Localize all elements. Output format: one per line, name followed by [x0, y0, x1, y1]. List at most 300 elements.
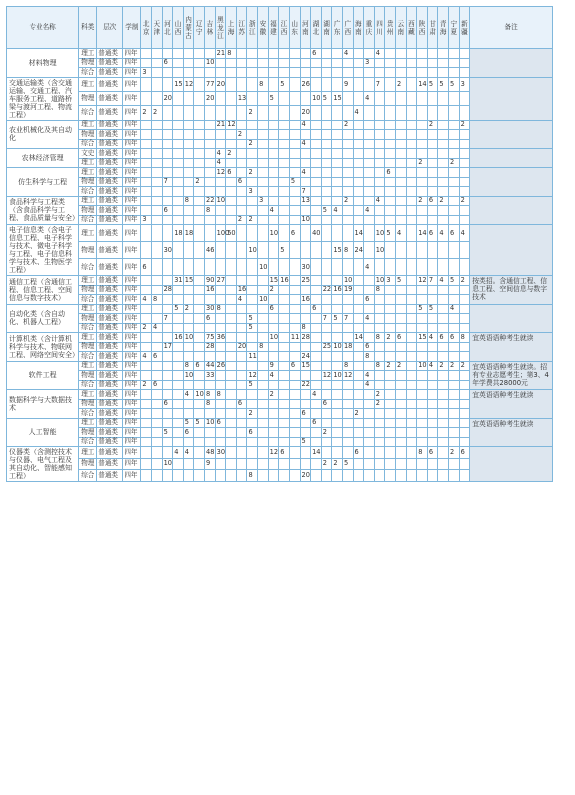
quota-cell	[151, 215, 162, 225]
quota-cell	[385, 428, 396, 438]
quota-cell	[268, 158, 279, 168]
quota-cell	[342, 139, 353, 149]
quota-cell	[342, 206, 353, 216]
quota-cell	[205, 215, 216, 225]
quota-cell	[183, 409, 194, 419]
quota-cell	[289, 77, 300, 91]
note-cell	[470, 77, 553, 120]
quota-cell	[417, 149, 428, 159]
quota-cell	[449, 187, 460, 197]
quota-cell: 10	[301, 215, 310, 224]
quota-cell	[427, 295, 438, 305]
quota-cell	[321, 139, 332, 149]
quota-cell	[311, 314, 322, 324]
quota-cell	[374, 418, 385, 428]
quota-cell: 4	[141, 295, 152, 305]
quota-cell	[385, 106, 396, 120]
quota-cell	[289, 314, 300, 324]
quota-cell: 5	[427, 304, 438, 314]
quota-cell: 25	[322, 342, 332, 351]
quota-cell	[342, 418, 353, 428]
quota-cell	[300, 428, 311, 438]
major-name: 农业机械化及其自动化	[7, 120, 79, 149]
duration-cell: 四年	[123, 149, 141, 159]
quota-cell	[311, 139, 322, 149]
quota-cell	[194, 409, 205, 419]
quota-cell	[268, 323, 279, 333]
quota-cell	[162, 470, 173, 482]
quota-cell	[342, 225, 353, 242]
quota-cell: 28	[301, 332, 310, 341]
quota-cell	[449, 49, 460, 59]
quota-cell	[141, 130, 152, 140]
quota-cell	[289, 130, 300, 140]
quota-cell: 2	[342, 196, 353, 206]
quota-cell	[449, 285, 460, 295]
quota-cell	[194, 470, 205, 482]
quota-cell	[342, 437, 353, 447]
quota-cell	[332, 323, 343, 333]
quota-cell	[173, 196, 184, 206]
quota-cell: 10	[343, 275, 353, 284]
quota-cell	[427, 91, 438, 105]
quota-cell	[332, 399, 343, 409]
quota-cell	[374, 168, 385, 178]
quota-cell: 5	[385, 225, 396, 242]
duration-cell: 四年	[123, 168, 141, 178]
quota-cell	[406, 225, 417, 242]
quota-cell	[406, 106, 417, 120]
duration-cell: 四年	[123, 390, 141, 400]
quota-cell	[395, 323, 406, 333]
quota-cell	[353, 187, 364, 197]
quota-cell: 2	[353, 409, 364, 419]
quota-cell	[332, 215, 343, 225]
quota-cell	[141, 314, 152, 324]
quota-cell	[236, 139, 247, 149]
quota-cell	[427, 139, 438, 149]
quota-cell	[385, 342, 396, 352]
duration-cell: 四年	[123, 91, 141, 105]
header-province: 广东	[332, 7, 343, 49]
level-cell: 普通类	[97, 242, 123, 259]
quota-cell	[162, 371, 173, 381]
subject-cell: 综合	[79, 68, 97, 78]
quota-cell: 2	[151, 106, 162, 120]
note-cell: 宜英语语种考生就读	[470, 418, 553, 447]
quota-cell	[438, 458, 449, 470]
quota-cell	[279, 418, 290, 428]
quota-cell	[300, 68, 311, 78]
quota-cell	[205, 380, 216, 390]
quota-cell	[427, 428, 438, 438]
header-province: 湖南	[321, 7, 332, 49]
quota-cell	[215, 470, 226, 482]
quota-cell	[173, 399, 184, 409]
level-cell: 普通类	[97, 437, 123, 447]
quota-cell	[205, 49, 216, 59]
quota-cell	[374, 58, 385, 68]
quota-cell	[205, 149, 216, 159]
quota-cell	[449, 342, 460, 352]
quota-cell	[438, 242, 449, 259]
quota-cell	[406, 58, 417, 68]
quota-cell	[215, 371, 226, 381]
quota-cell: 4	[364, 314, 375, 324]
quota-cell	[395, 314, 406, 324]
quota-cell	[311, 58, 322, 68]
quota-cell	[342, 149, 353, 159]
quota-cell	[353, 91, 364, 105]
major-name: 电子信息类（含电子信息工程、电子科学与技术、微电子科学与工程、电子信息科学与技术、生物医学工程）	[7, 225, 79, 276]
quota-cell	[205, 225, 216, 242]
quota-cell	[300, 242, 311, 259]
quota-cell: 8	[300, 323, 311, 333]
quota-cell	[279, 158, 290, 168]
enrollment-plan-table-wrap	[6, 6, 553, 482]
quota-cell	[258, 371, 269, 381]
quota-cell	[226, 58, 237, 68]
quota-cell	[151, 168, 162, 178]
quota-cell	[385, 259, 396, 276]
quota-cell: 6	[289, 225, 300, 242]
major-name: 软件工程	[7, 361, 79, 390]
subject-cell: 理工	[79, 304, 97, 314]
quota-cell	[417, 390, 428, 400]
quota-cell	[236, 106, 247, 120]
quota-cell: 10	[216, 196, 226, 205]
quota-cell	[215, 399, 226, 409]
quota-cell	[353, 361, 364, 371]
quota-cell	[226, 342, 237, 352]
quota-cell: 4	[438, 276, 449, 286]
quota-cell: 25	[301, 275, 310, 284]
quota-cell	[449, 139, 460, 149]
level-cell: 普通类	[97, 380, 123, 390]
subject-cell: 综合	[79, 409, 97, 419]
quota-cell	[162, 49, 173, 59]
quota-cell: 4	[364, 206, 375, 216]
quota-cell	[417, 323, 428, 333]
quota-cell	[236, 458, 247, 470]
quota-cell	[364, 361, 375, 371]
quota-cell: 100	[215, 225, 226, 242]
duration-cell: 四年	[123, 106, 141, 120]
quota-cell	[353, 77, 364, 91]
quota-cell	[438, 285, 449, 295]
quota-cell	[300, 58, 311, 68]
quota-cell: 20	[300, 470, 311, 482]
level-cell: 普通类	[97, 285, 123, 295]
subject-cell: 综合	[79, 295, 97, 305]
quota-cell	[215, 58, 226, 68]
quota-cell	[438, 437, 449, 447]
quota-cell	[438, 106, 449, 120]
duration-cell: 四年	[123, 295, 141, 305]
quota-cell	[364, 333, 375, 343]
quota-cell: 8	[151, 295, 162, 305]
quota-cell	[406, 304, 417, 314]
quota-cell: 5	[268, 91, 279, 105]
quota-cell	[151, 68, 162, 78]
quota-cell: 3	[141, 68, 152, 78]
quota-cell: 4	[215, 158, 226, 168]
quota-cell	[353, 304, 364, 314]
quota-cell	[226, 106, 237, 120]
quota-cell	[215, 352, 226, 362]
quota-cell	[173, 215, 184, 225]
quota-cell	[289, 187, 300, 197]
quota-cell	[162, 390, 173, 400]
quota-cell	[353, 158, 364, 168]
quota-cell	[311, 206, 322, 216]
quota-cell	[279, 139, 290, 149]
quota-cell	[226, 91, 237, 105]
quota-cell	[427, 285, 438, 295]
quota-cell	[342, 470, 353, 482]
quota-cell	[374, 409, 385, 419]
quota-cell	[364, 458, 375, 470]
quota-cell	[151, 259, 162, 276]
quota-cell	[215, 187, 226, 197]
quota-cell	[289, 458, 300, 470]
quota-cell	[459, 390, 470, 400]
quota-cell	[141, 342, 152, 352]
quota-cell	[236, 470, 247, 482]
quota-cell	[141, 447, 152, 459]
major-name: 仿生科学与工程	[7, 168, 79, 197]
quota-cell	[279, 91, 290, 105]
header-province: 海南	[353, 7, 364, 49]
quota-cell	[459, 106, 470, 120]
quota-cell	[427, 177, 438, 187]
quota-cell	[438, 91, 449, 105]
quota-cell	[406, 323, 417, 333]
quota-cell: 16	[301, 294, 310, 303]
quota-cell: 21	[216, 48, 226, 57]
quota-cell	[173, 49, 184, 59]
duration-cell: 四年	[123, 77, 141, 91]
quota-cell	[247, 206, 258, 216]
quota-cell	[427, 458, 438, 470]
quota-cell	[353, 428, 364, 438]
quota-cell: 4	[395, 225, 406, 242]
quota-cell	[417, 399, 428, 409]
quota-cell	[449, 259, 460, 276]
quota-cell	[406, 139, 417, 149]
quota-cell	[395, 149, 406, 159]
quota-cell	[236, 314, 247, 324]
quota-cell: 6	[215, 418, 226, 428]
quota-cell	[406, 196, 417, 206]
quota-cell	[236, 158, 247, 168]
header-note: 备注	[470, 7, 553, 49]
quota-cell: 8	[226, 49, 237, 59]
quota-cell: 8	[342, 242, 353, 259]
quota-cell	[449, 295, 460, 305]
quota-cell: 10	[333, 342, 342, 351]
quota-cell	[194, 323, 205, 333]
quota-cell: 5	[342, 458, 353, 470]
quota-cell	[247, 304, 258, 314]
quota-cell	[173, 206, 184, 216]
quota-cell	[141, 409, 152, 419]
quota-cell: 2	[385, 333, 396, 343]
quota-cell	[258, 314, 269, 324]
quota-cell	[247, 399, 258, 409]
quota-cell	[342, 399, 353, 409]
quota-cell	[268, 399, 279, 409]
quota-cell	[162, 333, 173, 343]
duration-cell: 四年	[123, 342, 141, 352]
quota-cell	[258, 361, 269, 371]
quota-cell	[279, 187, 290, 197]
quota-cell	[459, 285, 470, 295]
header-province: 广西	[342, 7, 353, 49]
quota-cell: 8	[205, 206, 216, 216]
quota-cell	[226, 428, 237, 438]
quota-cell: 2	[247, 106, 258, 120]
quota-cell	[406, 276, 417, 286]
quota-cell	[236, 225, 247, 242]
quota-cell	[374, 149, 385, 159]
quota-cell	[332, 106, 343, 120]
quota-cell: 4	[183, 447, 194, 459]
quota-cell	[406, 409, 417, 419]
quota-cell	[173, 352, 184, 362]
quota-cell	[268, 177, 279, 187]
table-row	[7, 49, 553, 59]
quota-cell	[300, 458, 311, 470]
quota-cell	[427, 342, 438, 352]
quota-cell	[194, 304, 205, 314]
header-major: 专业名称	[7, 7, 79, 49]
quota-cell	[332, 409, 343, 419]
duration-cell: 四年	[123, 428, 141, 438]
quota-cell	[395, 158, 406, 168]
quota-cell	[162, 158, 173, 168]
quota-cell	[417, 428, 428, 438]
quota-cell	[342, 447, 353, 459]
quota-cell	[205, 352, 216, 362]
level-cell: 普通类	[97, 304, 123, 314]
quota-cell: 10	[258, 259, 269, 276]
quota-cell	[385, 58, 396, 68]
quota-cell	[205, 106, 216, 120]
duration-cell: 四年	[123, 196, 141, 206]
quota-cell	[162, 380, 173, 390]
quota-cell	[300, 399, 311, 409]
quota-cell	[173, 428, 184, 438]
quota-cell	[194, 276, 205, 286]
quota-cell	[279, 285, 290, 295]
quota-cell	[342, 68, 353, 78]
quota-cell: 3	[364, 58, 375, 68]
duration-cell: 四年	[123, 158, 141, 168]
quota-cell	[183, 68, 194, 78]
quota-cell: 6	[427, 225, 438, 242]
quota-cell	[449, 242, 460, 259]
quota-cell	[300, 304, 311, 314]
quota-cell	[395, 390, 406, 400]
subject-cell: 综合	[79, 106, 97, 120]
quota-cell	[151, 177, 162, 187]
quota-cell	[406, 428, 417, 438]
quota-cell	[173, 390, 184, 400]
quota-cell	[268, 428, 279, 438]
quota-cell	[226, 390, 237, 400]
quota-cell	[151, 139, 162, 149]
quota-cell	[364, 285, 375, 295]
quota-cell	[427, 49, 438, 59]
header-province: 浙江	[247, 7, 258, 49]
quota-cell	[194, 242, 205, 259]
quota-cell	[258, 352, 269, 362]
quota-cell	[364, 242, 375, 259]
quota-cell	[289, 428, 300, 438]
quota-cell	[194, 314, 205, 324]
quota-cell	[427, 158, 438, 168]
subject-cell: 理工	[79, 447, 97, 459]
major-name: 数据科学与大数据技术	[7, 390, 79, 419]
quota-cell: 22	[206, 196, 215, 205]
quota-cell	[300, 342, 311, 352]
quota-cell: 5	[427, 77, 438, 91]
quota-cell	[279, 259, 290, 276]
quota-cell: 10	[259, 294, 268, 303]
quota-cell	[151, 447, 162, 459]
quota-cell	[289, 390, 300, 400]
quota-cell	[364, 215, 375, 225]
quota-cell	[364, 168, 375, 178]
quota-cell	[151, 58, 162, 68]
quota-cell	[289, 437, 300, 447]
quota-cell	[342, 91, 353, 105]
quota-cell	[141, 58, 152, 68]
note-cell: 宜英语语种考生就读	[470, 390, 553, 419]
quota-cell	[205, 120, 216, 130]
quota-cell	[311, 168, 322, 178]
quota-cell: 3	[385, 276, 396, 286]
quota-cell	[332, 120, 343, 130]
quota-cell: 4	[300, 139, 311, 149]
quota-cell	[162, 106, 173, 120]
quota-cell	[258, 187, 269, 197]
header-province: 上海	[226, 7, 237, 49]
quota-cell	[427, 206, 438, 216]
quota-cell	[417, 418, 428, 428]
quota-cell	[449, 91, 460, 105]
quota-cell	[364, 77, 375, 91]
quota-cell	[353, 458, 364, 470]
quota-cell	[236, 428, 247, 438]
quota-cell	[438, 49, 449, 59]
quota-cell	[427, 371, 438, 381]
quota-cell	[194, 259, 205, 276]
quota-cell	[332, 168, 343, 178]
quota-cell	[417, 437, 428, 447]
quota-cell	[151, 285, 162, 295]
subject-cell: 理工	[79, 77, 97, 91]
quota-cell	[427, 418, 438, 428]
quota-cell	[321, 259, 332, 276]
quota-cell: 2	[141, 106, 152, 120]
quota-cell	[279, 49, 290, 59]
subject-cell: 物理	[79, 342, 97, 352]
quota-cell	[289, 206, 300, 216]
quota-cell	[449, 390, 460, 400]
quota-cell: 8	[364, 352, 375, 362]
